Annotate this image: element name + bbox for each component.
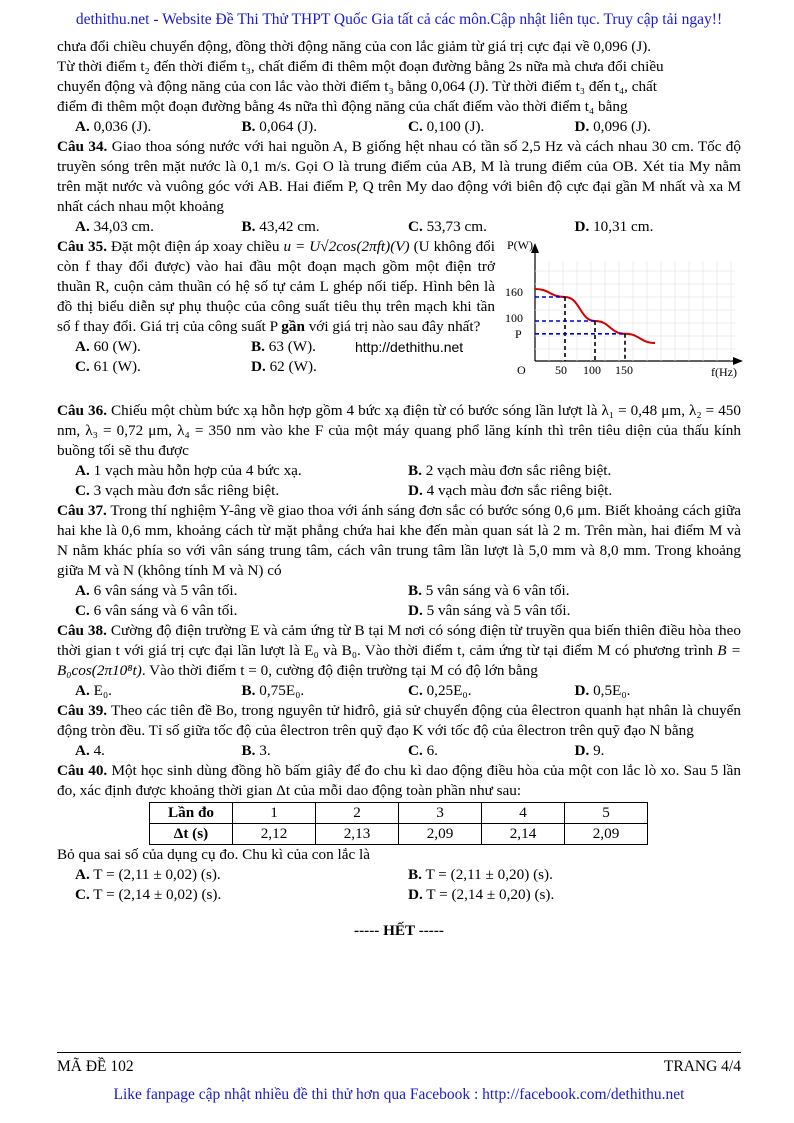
exam-code: MÃ ĐỀ 102 [57, 1058, 134, 1075]
q37-option-b: B. 5 vân sáng và 6 vân tối. [408, 582, 570, 599]
q40-option-b: B. T = (2,11 ± 0,20) (s). [408, 866, 553, 883]
q33-options [57, 117, 741, 137]
q35-option-a: A. 60 (W). [75, 338, 141, 355]
q33-line-2: Từ thời điểm t₂ đến thời điểm t₃, chất điểm đi thêm một đoạn đường bằng 2s nữa mà chưa đổi chiều [57, 58, 664, 75]
x-tick-50: 50 [555, 363, 567, 377]
q37-options-row2 [57, 601, 741, 621]
y-tick-p: P [515, 327, 522, 341]
q36-options-row2 [57, 481, 741, 501]
table-cell: 2,13 [316, 824, 399, 845]
x-axis-arrow [733, 357, 743, 365]
q37-option-c: C. 6 vân sáng và 6 vân tối. [75, 602, 238, 619]
table-cell: 4 [482, 803, 565, 824]
q34-label: Câu 34. [57, 138, 108, 155]
q38-text: Câu 38. Cường độ điện trường E và cảm ứng từ B tại M nơi có sóng điện từ truyền qua biến thiên điều hòa theo thời gian t với giá trị cực đại lần lượt là E₀ và B₀. Vào thời điểm t, cảm ứng từ tại điểm M có phương trình B = B₀cos(2π10⁸t). Vào thời điểm t = 0, cường độ điện trường tại M có độ lớn bằng [57, 622, 742, 679]
q38-options [57, 681, 741, 701]
q40-options-row1 [57, 865, 741, 885]
table-cell: 1 [233, 803, 316, 824]
x-tick-100: 100 [583, 363, 601, 377]
q34-option-a: A. 34,03 cm. [75, 218, 154, 235]
q40-option-a: A. T = (2,11 ± 0,02) (s). [75, 866, 221, 883]
exam-body [57, 37, 741, 941]
q37-option-d: D. 5 vân sáng và 5 vân tối. [408, 602, 571, 619]
table-cell: 2,09 [399, 824, 482, 845]
table-header-cell: Lần đo [150, 803, 233, 824]
x-axis-label: f(Hz) [711, 365, 737, 379]
q40-label: Câu 40. [57, 762, 108, 779]
q33-option-b: B. 0,064 (J). [241, 118, 318, 135]
q40-text: Câu 40. Một học sinh dùng đồng hồ bấm giây để đo chu kì dao động điều hòa của một con lắc lò xo. Sau 5 lần đo, xác định được khoảng thời gian Δt của mỗi dao động toàn phần như sau: [57, 762, 742, 799]
table-header-cell: Δt (s) [150, 824, 233, 845]
table-row [150, 803, 648, 824]
q40-option-d: D. T = (2,14 ± 0,20) (s). [408, 886, 555, 903]
table-cell: 2 [316, 803, 399, 824]
q39-option-a: A. 4. [75, 742, 105, 759]
q39-label: Câu 39. [57, 702, 108, 719]
q39-option-c: C. 6. [408, 742, 438, 759]
table-cell: 2,14 [482, 824, 565, 845]
power-frequency-chart [497, 233, 749, 383]
q34-text: Câu 34. Giao thoa sóng nước với hai nguồn A, B giống hệt nhau có tần số 2,5 Hz và cách nhau 30 cm. Tốc độ truyền sóng trên mặt nước là 0,1 m/s. Gọi O là trung điểm của AB, M là trung điểm của OB. Xét tia My nằm trên mặt nước và vuông góc với AB. Hai điểm P, Q trên My dao động với biên độ cực đại gần M nhất và xa M nhất cách nhau một khoảng [57, 138, 741, 215]
q36-text: Câu 36. Chiếu một chùm bức xạ hỗn hợp gồm 4 bức xạ điện từ có bước sóng lần lượt là λ₁ = 0,48 μm, λ₂ = 450 nm, λ₃ = 0,72 μm, λ₄ = 350 nm vào khe F của một máy quang phổ lăng kính thì trên tiêu diện của thấu kính buồng tối sẽ thu được [57, 402, 741, 459]
y-axis-label: P(W) [507, 238, 533, 252]
q35-label: Câu 35. [57, 238, 107, 255]
q33-line-4: điểm đi thêm một đoạn đường bằng 4s nữa thì động năng của chất điểm vào thời điểm t₄ bằng [57, 98, 628, 115]
q35-options-row2 [57, 357, 495, 377]
q33-option-a: A. 0,036 (J). [75, 118, 152, 135]
q33-line-3: chuyển động và động năng của con lắc vào thời điểm t₃ bằng 0,064 (J). Từ thời điểm t₃ đến t₄, chất [57, 78, 658, 95]
table-cell: 3 [399, 803, 482, 824]
q39-options [57, 741, 741, 761]
q33-option-d: D. 0,096 (J). [574, 118, 651, 135]
q37-text: Câu 37. Trong thí nghiệm Y-âng về giao thoa với ánh sáng đơn sắc có bước sóng 0,6 μm. Biết khoảng cách giữa hai khe là 0,6 mm, khoảng cách từ mặt phẳng chứa hai khe đến màn quan sát là 2 m. Trên màn, hai điểm M và N nằm khác phía so với vân sáng trung tâm, cách vân trung tâm lần lượt là 5,0 mm và 8,0 mm. Trong khoảng giữa M và N (không tính M và N) có [57, 502, 741, 579]
q36-option-c: C. 3 vạch màu đơn sắc riêng biệt. [75, 482, 280, 499]
q39-text: Câu 39. Theo các tiên đề Bo, trong nguyên tử hiđrô, giả sử chuyển động của êlectron quanh hạt nhân là chuyển động tròn đều. Tỉ số giữa tốc độ của êlectron trên quỹ đạo K với tốc độ của êlectron trên quỹ đạo N bằng [57, 702, 741, 739]
y-tick-160: 160 [505, 285, 523, 299]
q34-option-b: B. 43,42 cm. [241, 218, 320, 235]
q39-option-d: D. 9. [574, 742, 605, 759]
measurement-table [149, 802, 648, 845]
q34-option-c: C. 53,73 cm. [408, 218, 487, 235]
q35-text: Câu 35. Đặt một điện áp xoay chiều u = U√2cos(2πft)(V) (U không đổi còn f thay đổi được) vào hai đầu một đoạn mạch gồm một điện trở thuần R, cuộn cảm thuần có hệ số tự cảm L ghép nối tiếp. Hình bên là đồ thị biểu diễn sự phụ thuộc của công suất tiêu thụ trên mạch khi tần số f thay đổi. Giá trị của công suất P gần với giá trị nào sau đây nhất? A. 60 (W). B. 63 (W). http://dethithu.net C. 61 (W). D. 62 (W). [57, 238, 495, 375]
q35-formula: u = U√2cos(2πft)(V) [283, 238, 410, 255]
q40-options-row2 [57, 885, 741, 905]
q35-options-row1 [57, 337, 495, 357]
table-cell: 2,12 [233, 824, 316, 845]
q38-label: Câu 38. [57, 622, 107, 639]
q37-option-a: A. 6 vân sáng và 5 vân tối. [75, 582, 238, 599]
q37-options-row1 [57, 581, 741, 601]
page-number: TRANG 4/4 [663, 1058, 741, 1075]
q36-options-row1 [57, 461, 741, 481]
q36-option-a: A. 1 vạch màu hỗn hợp của 4 bức xạ. [75, 462, 302, 479]
q38-option-d: D. 0,5E₀. [574, 682, 631, 699]
footer-divider [57, 1052, 741, 1053]
q40-after-text: Bỏ qua sai số của dụng cụ đo. Chu kì của con lắc là [57, 846, 370, 863]
end-marker: ----- HẾT ----- [354, 922, 444, 939]
q40-option-c: C. T = (2,14 ± 0,02) (s). [75, 886, 222, 903]
q37-label: Câu 37. [57, 502, 107, 519]
q38-formula: B = B₀cos(2π10⁸t) [57, 642, 742, 679]
q34-option-d: D. 10,31 cm. [574, 218, 654, 235]
site-header-link[interactable]: dethithu.net - Website Đề Thi Thử THPT Quốc Gia tất cả các môn.Cập nhật liên tục. Truy cập tải ngay!! [75, 11, 723, 28]
q36-option-b: B. 2 vạch màu đơn sắc riêng biệt. [408, 462, 612, 479]
q33-line-1: chưa đổi chiều chuyển động, đồng thời động năng của con lắc giảm từ giá trị cực đại về 0,096 (J). [57, 38, 652, 55]
q38-option-b: B. 0,75E₀. [241, 682, 305, 699]
q38-option-c: C. 0,25E₀. [408, 682, 472, 699]
y-tick-100: 100 [505, 311, 523, 325]
q33-option-c: C. 0,100 (J). [408, 118, 485, 135]
q35-option-c: C. 61 (W). [75, 358, 141, 375]
q35-option-b: B. 63 (W). [251, 338, 316, 355]
x-tick-150: 150 [615, 363, 633, 377]
q35-block [57, 237, 741, 401]
q35-option-d: D. 62 (W). [251, 358, 317, 375]
table-row [150, 824, 648, 845]
facebook-link[interactable]: Like fanpage cập nhật nhiều đề thi thử hơn qua Facebook : http://facebook.com/dethithu.net [113, 1086, 685, 1103]
q39-option-b: B. 3. [241, 742, 271, 759]
table-cell: 2,09 [565, 824, 648, 845]
q38-option-a: A. E₀. [75, 682, 112, 699]
q36-option-d: D. 4 vạch màu đơn sắc riêng biệt. [408, 482, 613, 499]
footer [57, 1058, 741, 1076]
watermark-url[interactable]: http://dethithu.net [355, 339, 464, 355]
table-cell: 5 [565, 803, 648, 824]
origin-label: O [517, 363, 526, 377]
q36-label: Câu 36. [57, 402, 107, 419]
